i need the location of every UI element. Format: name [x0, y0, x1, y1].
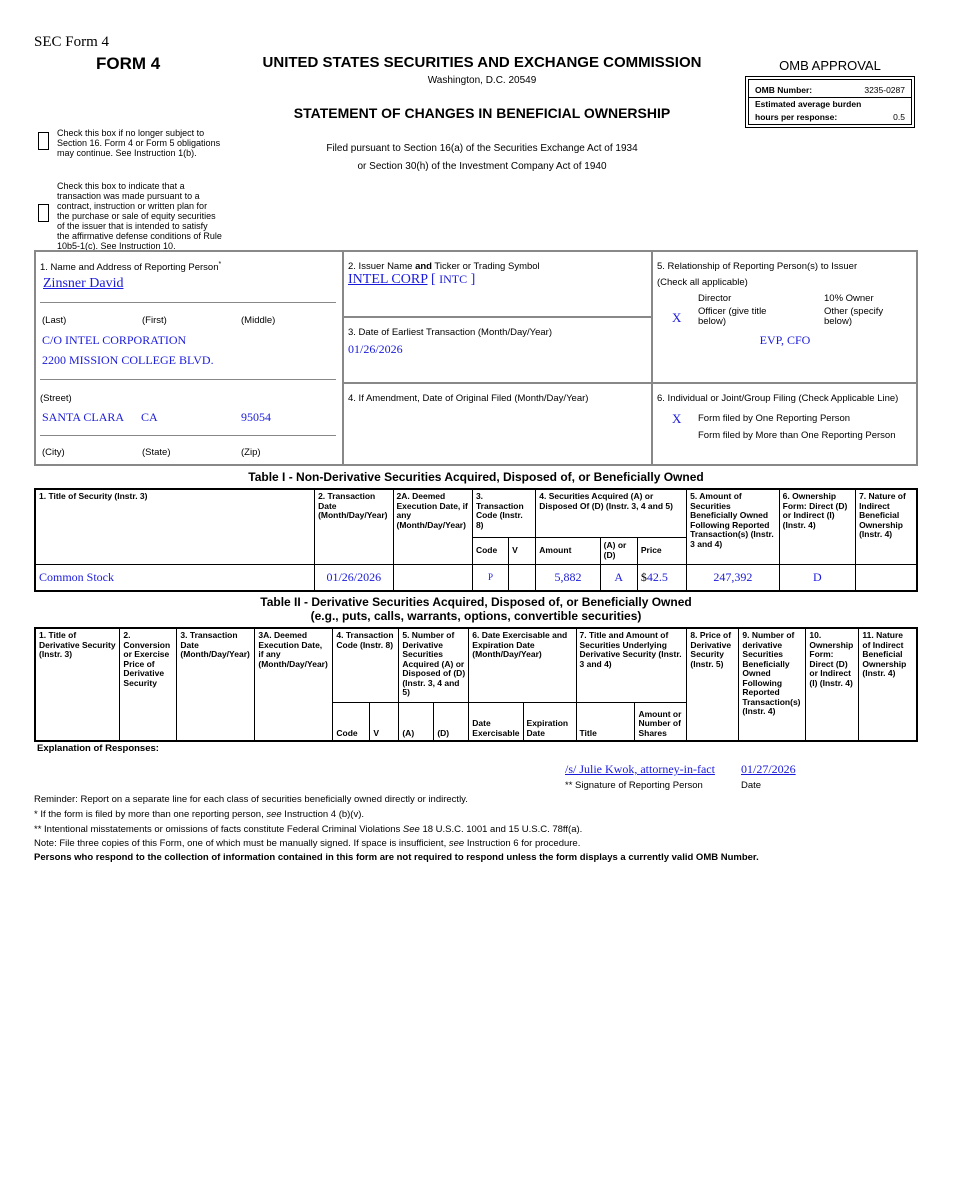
t2-sub-code: Code [333, 702, 370, 741]
last-label: (Last) [42, 315, 67, 326]
date-label: Date [741, 780, 762, 791]
t1-h-title: 1. Title of Security (Instr. 3) [35, 489, 315, 564]
t1-sub-code: Code [472, 537, 508, 564]
director-label: Director [698, 293, 732, 304]
filed-pursuant-line2: or Section 30(h) of the Investment Company Act of 1940 [357, 161, 607, 172]
t1-sub-price: Price [637, 537, 686, 564]
t1-date: 01/26/2026 [315, 564, 393, 591]
table1 [34, 488, 918, 592]
note-multiple-persons: * If the form is filed by more than one reporting person, see Instruction 4 (b)(v). [34, 809, 365, 820]
form-number: FORM 4 [96, 54, 161, 73]
t2-h-exercisable: 6. Date Exercisable and Expiration Date (Month/Day/Year) [469, 628, 576, 702]
sec-form-label: SEC Form 4 [34, 34, 110, 50]
t2-h-number: 5. Number of Derivative Securities Acquired (A) or Disposed of (D) (Instr. 3, 4 and 5) [399, 628, 469, 702]
filed-pursuant-line1: Filed pursuant to Section 16(a) of the Securities Exchange Act of 1934 [326, 143, 638, 154]
omb-burden-label: Estimated average burden [755, 99, 862, 109]
issuer-label: 2. Issuer Name and Ticker or Trading Symbol [348, 261, 540, 272]
no-longer-subject-checkbox[interactable] [38, 132, 49, 150]
zip-value: 95054 [241, 410, 271, 424]
t1-h-form: 6. Ownership Form: Direct (D) or Indirect (I) (Instr. 4) [779, 489, 855, 564]
reporting-person-name-link[interactable]: Zinsner David [43, 276, 124, 291]
t2-h-code: 4. Transaction Code (Instr. 8) [333, 628, 399, 702]
zip-label: (Zip) [241, 447, 261, 458]
relationship-label: 5. Relationship of Reporting Person(s) to Issuer [657, 261, 858, 272]
ten-pct-owner-label: 10% Owner [824, 293, 874, 304]
t2-h-form: 10. Ownership Form: Direct (D) or Indirect (I) (Instr. 4) [806, 628, 859, 741]
signature-link[interactable]: /s/ Julie Kwok, attorney-in-fact [565, 762, 715, 776]
t1-h-deemed: 2A. Deemed Execution Date, if any (Month/Day/Year) [393, 489, 472, 564]
table2 [34, 627, 918, 742]
t2-sub-amount: Amount or Number of Shares [635, 702, 687, 741]
issuer-name-link[interactable]: INTEL CORP [348, 272, 428, 287]
table2-title: Table II - Derivative Securities Acquired, Disposed of, or Beneficially Owned (e.g., puts, calls, warrants, options, convertible securities) [260, 595, 692, 623]
omb-hours-value: 0.5 [893, 112, 905, 122]
middle-label: (Middle) [241, 315, 276, 326]
t2-sub-a: (A) [399, 702, 434, 741]
t1-deemed [393, 564, 472, 591]
t2-sub-expiration: Expiration Date [523, 702, 576, 741]
t2-h-conversion: 2. Conversion or Exercise Price of Derivative Security [120, 628, 177, 741]
t2-sub-exercisable: Date Exercisable [469, 702, 523, 741]
t1-h-acquired: 4. Securities Acquired (A) or Disposed Of (D) (Instr. 3, 4 and 5) [536, 489, 687, 537]
agency-location: Washington, D.C. 20549 [427, 75, 537, 86]
t1-sub-amount: Amount [536, 537, 600, 564]
t2-sub-v: V [370, 702, 399, 741]
t2-h-title: 1. Title of Derivative Security (Instr. 3) [35, 628, 120, 741]
city-value: SANTA CLARA [42, 410, 125, 424]
t2-h-deemed: 3A. Deemed Execution Date, if any (Month/Day/Year) [255, 628, 333, 741]
other-label: Other (specify below) [824, 306, 884, 327]
t1-sub-v: V [509, 537, 536, 564]
omb-disclaimer: Persons who respond to the collection of information contained in this form are not required to respond unless the form displays a currently valid OMB Number. [34, 852, 759, 863]
t1-h-code: 3. Transaction Code (Instr. 8) [472, 489, 535, 537]
t1-h-date: 2. Transaction Date (Month/Day/Year) [315, 489, 393, 564]
t1-h-owned: 5. Amount of Securities Beneficially Owned Following Reported Transaction(s) (Instr. 3 and 4) [687, 489, 780, 564]
t1-code: P [472, 564, 508, 591]
officer-title: EVP, CFO [759, 333, 811, 347]
rule-10b5-1-checkbox[interactable] [38, 204, 49, 222]
earliest-transaction-date: 01/26/2026 [348, 342, 403, 356]
t2-h-nature: 11. Nature of Indirect Beneficial Ownership (Instr. 4) [859, 628, 917, 741]
t1-nature [856, 564, 917, 591]
reporting-person-label: 1. Name and Address of Reporting Person* [40, 261, 222, 274]
note-criminal-violations: ** Intentional misstatements or omissions of facts constitute Federal Criminal Violations See 18 U.S.C. 1001 and 15 U.S.C. 78ff(a). [34, 824, 583, 835]
state-value: CA [141, 410, 158, 424]
t1-amount: 5,882 [536, 564, 600, 591]
t1-ad: A [600, 564, 637, 591]
address-line2: 2200 MISSION COLLEGE BLVD. [42, 353, 214, 367]
omb-approval-box [745, 76, 915, 128]
note-three-copies: Note: File three copies of this Form, one of which must be manually signed. If space is insufficient, see Instruction 6 for procedure. [34, 838, 581, 849]
no-longer-subject-text: Check this box if no longer subject to Section 16. Form 4 or Form 5 obligations may continue. See Instruction 1(b). [57, 128, 221, 158]
address-line1: C/O INTEL CORPORATION [42, 333, 187, 347]
omb-number-value: 3235-0287 [864, 85, 905, 95]
city-label: (City) [42, 447, 65, 458]
filing-label: 6. Individual or Joint/Group Filing (Check Applicable Line) [657, 393, 899, 404]
t1-form: D [779, 564, 855, 591]
explanation-label: Explanation of Responses: [37, 743, 159, 754]
t1-h-nature: 7. Nature of Indirect Beneficial Ownership (Instr. 4) [856, 489, 917, 564]
street-label: (Street) [40, 393, 72, 404]
table1-title: Table I - Non-Derivative Securities Acquired, Disposed of, or Beneficially Owned [248, 470, 704, 484]
issuer-name-row: INTEL CORP [ INTC ] [348, 272, 476, 287]
statement-title: STATEMENT OF CHANGES IN BENEFICIAL OWNERSHIP [293, 105, 671, 121]
t2-h-owned: 9. Number of derivative Securities Beneficially Owned Following Reported Transaction(s) (Instr. 4) [739, 628, 806, 741]
officer-check-mark: X [672, 310, 682, 325]
ticker-symbol: INTC [439, 272, 468, 286]
t2-sub-title: Title [576, 702, 635, 741]
t1-security: Common Stock [35, 564, 315, 591]
omb-approval-title: OMB APPROVAL [779, 58, 881, 73]
omb-hours-label: hours per response: [755, 112, 838, 122]
state-label: (State) [142, 447, 171, 458]
filing-check-mark: X [672, 411, 682, 426]
check-all-label: (Check all applicable) [657, 277, 748, 288]
omb-number-label: OMB Number: [755, 85, 813, 95]
filing-more-persons: Form filed by More than One Reporting Person [698, 430, 896, 441]
amendment-label: 4. If Amendment, Date of Original Filed (Month/Day/Year) [348, 393, 589, 404]
t1-price: $42.5 [637, 564, 686, 591]
t2-sub-d: (D) [434, 702, 469, 741]
first-label: (First) [142, 315, 167, 326]
reminder-note: Reminder: Report on a separate line for each class of securities beneficially owned directly or indirectly. [34, 794, 468, 805]
filing-one-person: Form filed by One Reporting Person [698, 413, 851, 424]
signature-date-link[interactable]: 01/27/2026 [741, 762, 796, 776]
t2-h-underlying: 7. Title and Amount of Securities Underlying Derivative Security (Instr. 3 and 4) [576, 628, 687, 702]
rule-10b5-1-text: Check this box to indicate that a transaction was made pursuant to a contract, instruction or written plan for the purchase or sale of equity securities of the issuer that is intended to satisfy the affirmative defense conditions of Rule 10b5-1(c). See Instruction 10. [57, 181, 222, 251]
t1-sub-ad: (A) or (D) [600, 537, 637, 564]
signature-label: ** Signature of Reporting Person [565, 780, 703, 791]
officer-label: Officer (give title below) [698, 306, 767, 327]
t2-h-price: 8. Price of Derivative Security (Instr. 5) [687, 628, 739, 741]
agency-title: UNITED STATES SECURITIES AND EXCHANGE COMMISSION [262, 54, 702, 71]
t1-owned: 247,392 [687, 564, 780, 591]
t2-h-date: 3. Transaction Date (Month/Day/Year) [177, 628, 255, 741]
table-row [35, 564, 917, 591]
earliest-transaction-label: 3. Date of Earliest Transaction (Month/Day/Year) [348, 327, 552, 338]
t1-v [509, 564, 536, 591]
